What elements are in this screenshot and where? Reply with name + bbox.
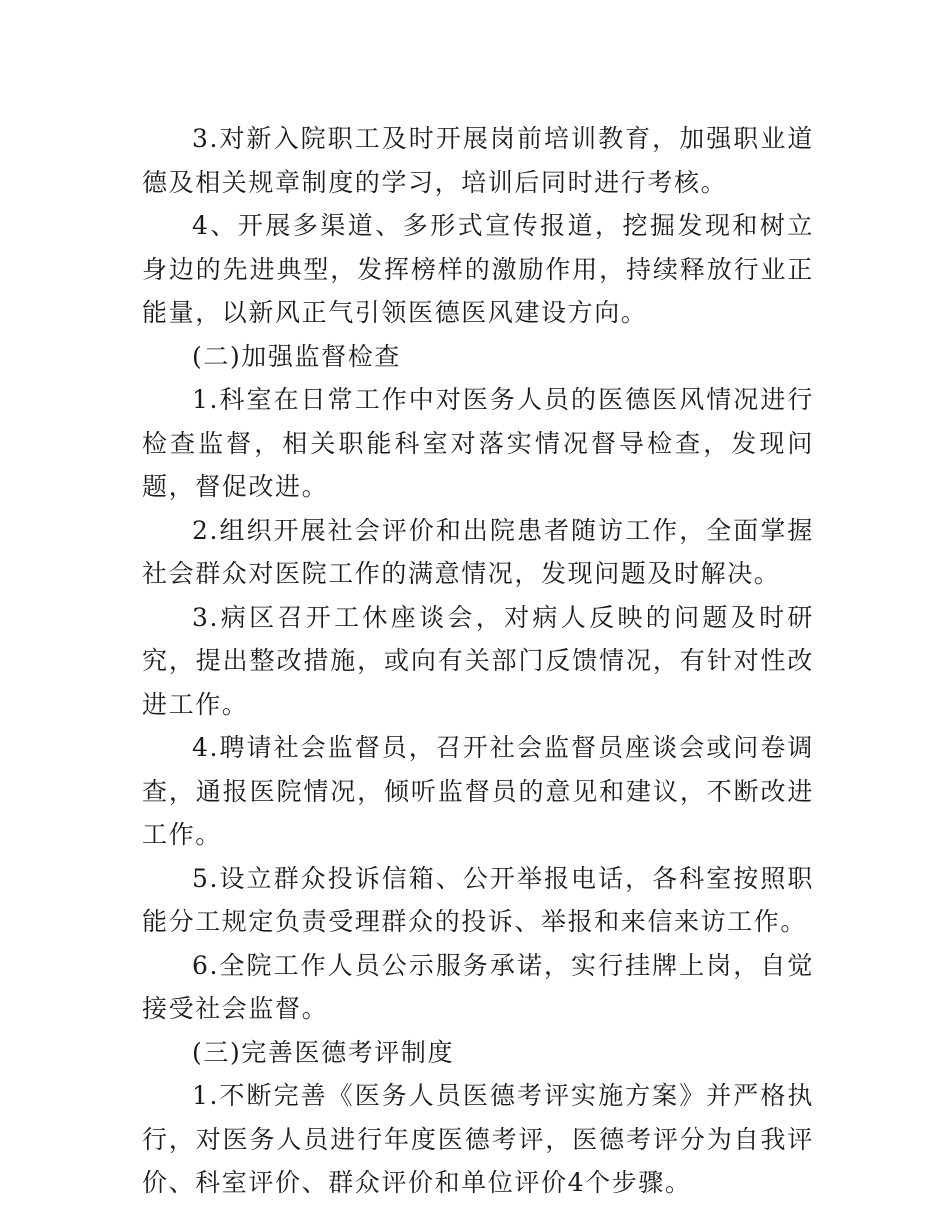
paragraph-9: 1.不断完善《医务人员医德考评实施方案》并严格执行，对医务人员进行年度医德考评，医德考评分为自我评价、科室评价、群众评价和单位评价4个步骤。	[142, 1081, 814, 1197]
paragraph-8: 6.全院工作人员公示服务承诺，实行挂牌上岗，自觉接受社会监督。	[142, 950, 814, 1023]
paragraph-5: 3.病区召开工休座谈会，对病人反映的问题及时研究，提出整改措施，或向有关部门反馈情况，有针对性改进工作。	[142, 602, 814, 719]
section-heading-supervision: (二)加强监督检查	[192, 341, 401, 371]
section-heading-evaluation: (三)完善医德考评制度	[192, 1037, 455, 1067]
paragraph-1: 3.对新入院职工及时开展岗前培训教育，加强职业道德及相关规章制度的学习，培训后同时进行考核。	[142, 124, 814, 197]
paragraph-3: 1.科室在日常工作中对医务人员的医德医风情况进行检查监督，相关职能科室对落实情况督导检查，发现问题，督促改进。	[142, 385, 814, 501]
paragraph-6: 4.聘请社会监督员，召开社会监督员座谈会或问卷调查，通报医院情况，倾听监督员的意见和建议，不断改进工作。	[142, 733, 814, 849]
document-body	[142, 117, 814, 1205]
paragraph-7: 5.设立群众投诉信箱、公开举报电话，各科室按照职能分工规定负责受理群众的投诉、举报和来信来访工作。	[142, 863, 814, 936]
paragraph-2: 4、开展多渠道、多形式宣传报道，挖掘发现和树立身边的先进典型，发挥榜样的激励作用，持续释放行业正能量，以新风正气引领医德医风建设方向。	[142, 211, 814, 327]
paragraph-4: 2.组织开展社会评价和出院患者随访工作，全面掌握社会群众对医院工作的满意情况，发现问题及时解决。	[142, 515, 814, 588]
